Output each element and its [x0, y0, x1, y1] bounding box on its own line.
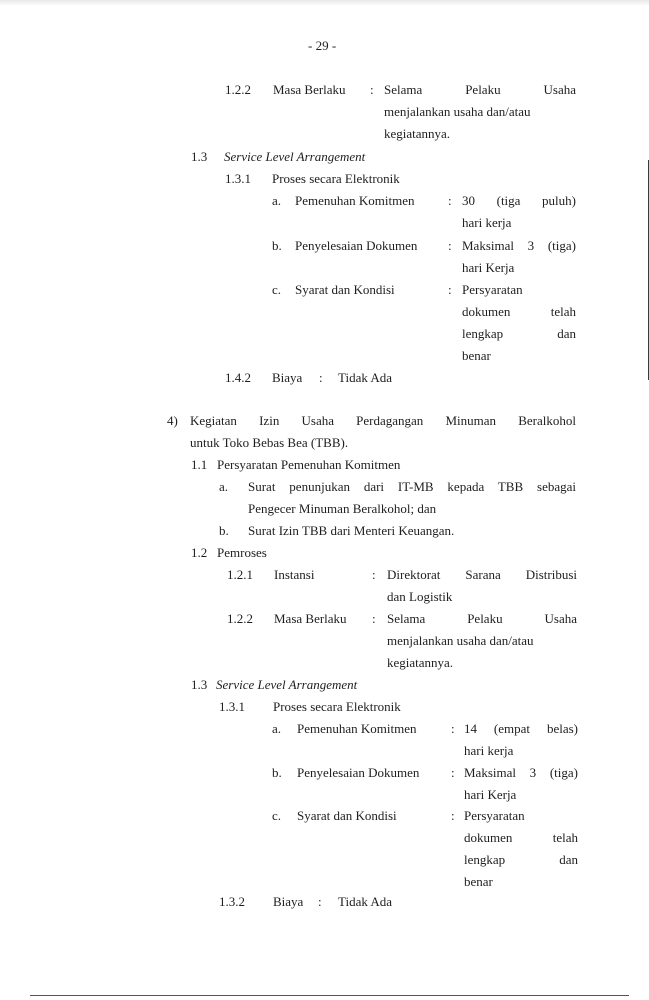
colon: : [448, 282, 452, 297]
colon: : [451, 765, 455, 780]
item-value: kegiatannya. [384, 126, 451, 141]
item-value: kegiatannya. [387, 655, 454, 670]
item-value: lengkap dan [462, 326, 576, 341]
item-label: Proses secara Elektronik [272, 171, 400, 186]
item-value: Direktorat Sarana Distribusi [387, 567, 577, 582]
list-item-text: Surat penunjukan dari IT-MB kepada TBB sebagai [248, 479, 576, 494]
item-number: 1.2 [191, 545, 208, 560]
colon: : [448, 238, 452, 253]
item-value: Selama Pelaku Usaha [387, 611, 577, 626]
colon: : [451, 721, 455, 736]
item-value: Selama Pelaku Usaha [384, 82, 576, 97]
list-letter: c. [272, 808, 282, 823]
list-letter: b. [219, 523, 229, 538]
item-label: Masa Berlaku [274, 611, 347, 626]
item-label: Pemenuhan Komitmen [297, 721, 417, 736]
list-letter: a. [272, 193, 282, 208]
list-letter: a. [219, 479, 229, 494]
item-number: 1.3 [191, 677, 208, 692]
list-letter: b. [272, 765, 282, 780]
item-label: Syarat dan Kondisi [295, 282, 395, 297]
item-label: Proses secara Elektronik [273, 699, 401, 714]
list-letter: b. [272, 238, 282, 253]
section-number: 4) [167, 413, 178, 428]
item-value: dokumen telah [464, 830, 578, 845]
item-value: 14 (empat belas) [464, 721, 578, 736]
item-label: Pemroses [217, 545, 267, 560]
list-letter: c. [272, 282, 282, 297]
item-label: Biaya [272, 370, 303, 385]
item-value: 30 (tiga puluh) [462, 193, 576, 208]
item-value: hari kerja [462, 215, 512, 230]
item-label: Instansi [274, 567, 315, 582]
item-value: Maksimal 3 (tiga) [464, 765, 578, 780]
item-number: 1.3.1 [225, 171, 251, 186]
item-value: hari Kerja [462, 260, 515, 275]
colon: : [448, 193, 452, 208]
section-heading: Service Level Arrangement [224, 149, 366, 164]
list-letter: a. [272, 721, 282, 736]
item-label: Penyelesaian Dokumen [295, 238, 418, 253]
item-value: hari kerja [464, 743, 514, 758]
item-value: menjalankan usaha dan/atau [387, 633, 534, 648]
item-value: Maksimal 3 (tiga) [462, 238, 576, 253]
item-value: Persyaratan [462, 282, 523, 297]
item-number: 1.3.2 [219, 894, 245, 909]
colon: : [318, 894, 322, 909]
item-value: Tidak Ada [338, 894, 393, 909]
item-number: 1.4.2 [225, 370, 251, 385]
scan-shadow [0, 0, 649, 6]
item-number: 1.1 [191, 457, 208, 472]
page-number: - 29 - [308, 38, 337, 53]
item-number: 1.2.2 [225, 82, 251, 97]
item-label: Pemenuhan Komitmen [295, 193, 415, 208]
item-number: 1.2.2 [227, 611, 253, 626]
colon: : [370, 82, 374, 97]
item-label: Masa Berlaku [273, 82, 346, 97]
item-number: 1.3.1 [219, 699, 245, 714]
item-value: hari Kerja [464, 787, 517, 802]
item-value: Persyaratan [464, 808, 525, 823]
colon: : [372, 567, 376, 582]
section-title: Kegiatan Izin Usaha Perdagangan Minuman Beralkohol [190, 413, 576, 428]
item-label: Persyaratan Pemenuhan Komitmen [217, 457, 401, 472]
item-value: dan Logistik [387, 589, 453, 604]
item-label: Biaya [273, 894, 304, 909]
item-value: benar [462, 348, 491, 363]
section-title: untuk Toko Bebas Bea (TBB). [190, 435, 349, 450]
item-number: 1.2.1 [227, 567, 253, 582]
item-value: lengkap dan [464, 852, 578, 867]
bottom-rule [30, 995, 629, 996]
item-value: menjalankan usaha dan/atau [384, 104, 531, 119]
colon: : [319, 370, 323, 385]
item-value: dokumen telah [462, 304, 576, 319]
item-value: benar [464, 874, 493, 889]
item-value: Tidak Ada [338, 370, 393, 385]
item-label: Penyelesaian Dokumen [297, 765, 420, 780]
list-item-text: Surat Izin TBB dari Menteri Keuangan. [248, 523, 455, 538]
colon: : [451, 808, 455, 823]
section-heading: Service Level Arrangement [216, 677, 358, 692]
list-item-text: Pengecer Minuman Beralkohol; dan [248, 501, 437, 516]
item-label: Syarat dan Kondisi [297, 808, 397, 823]
item-number: 1.3 [191, 149, 208, 164]
colon: : [372, 611, 376, 626]
